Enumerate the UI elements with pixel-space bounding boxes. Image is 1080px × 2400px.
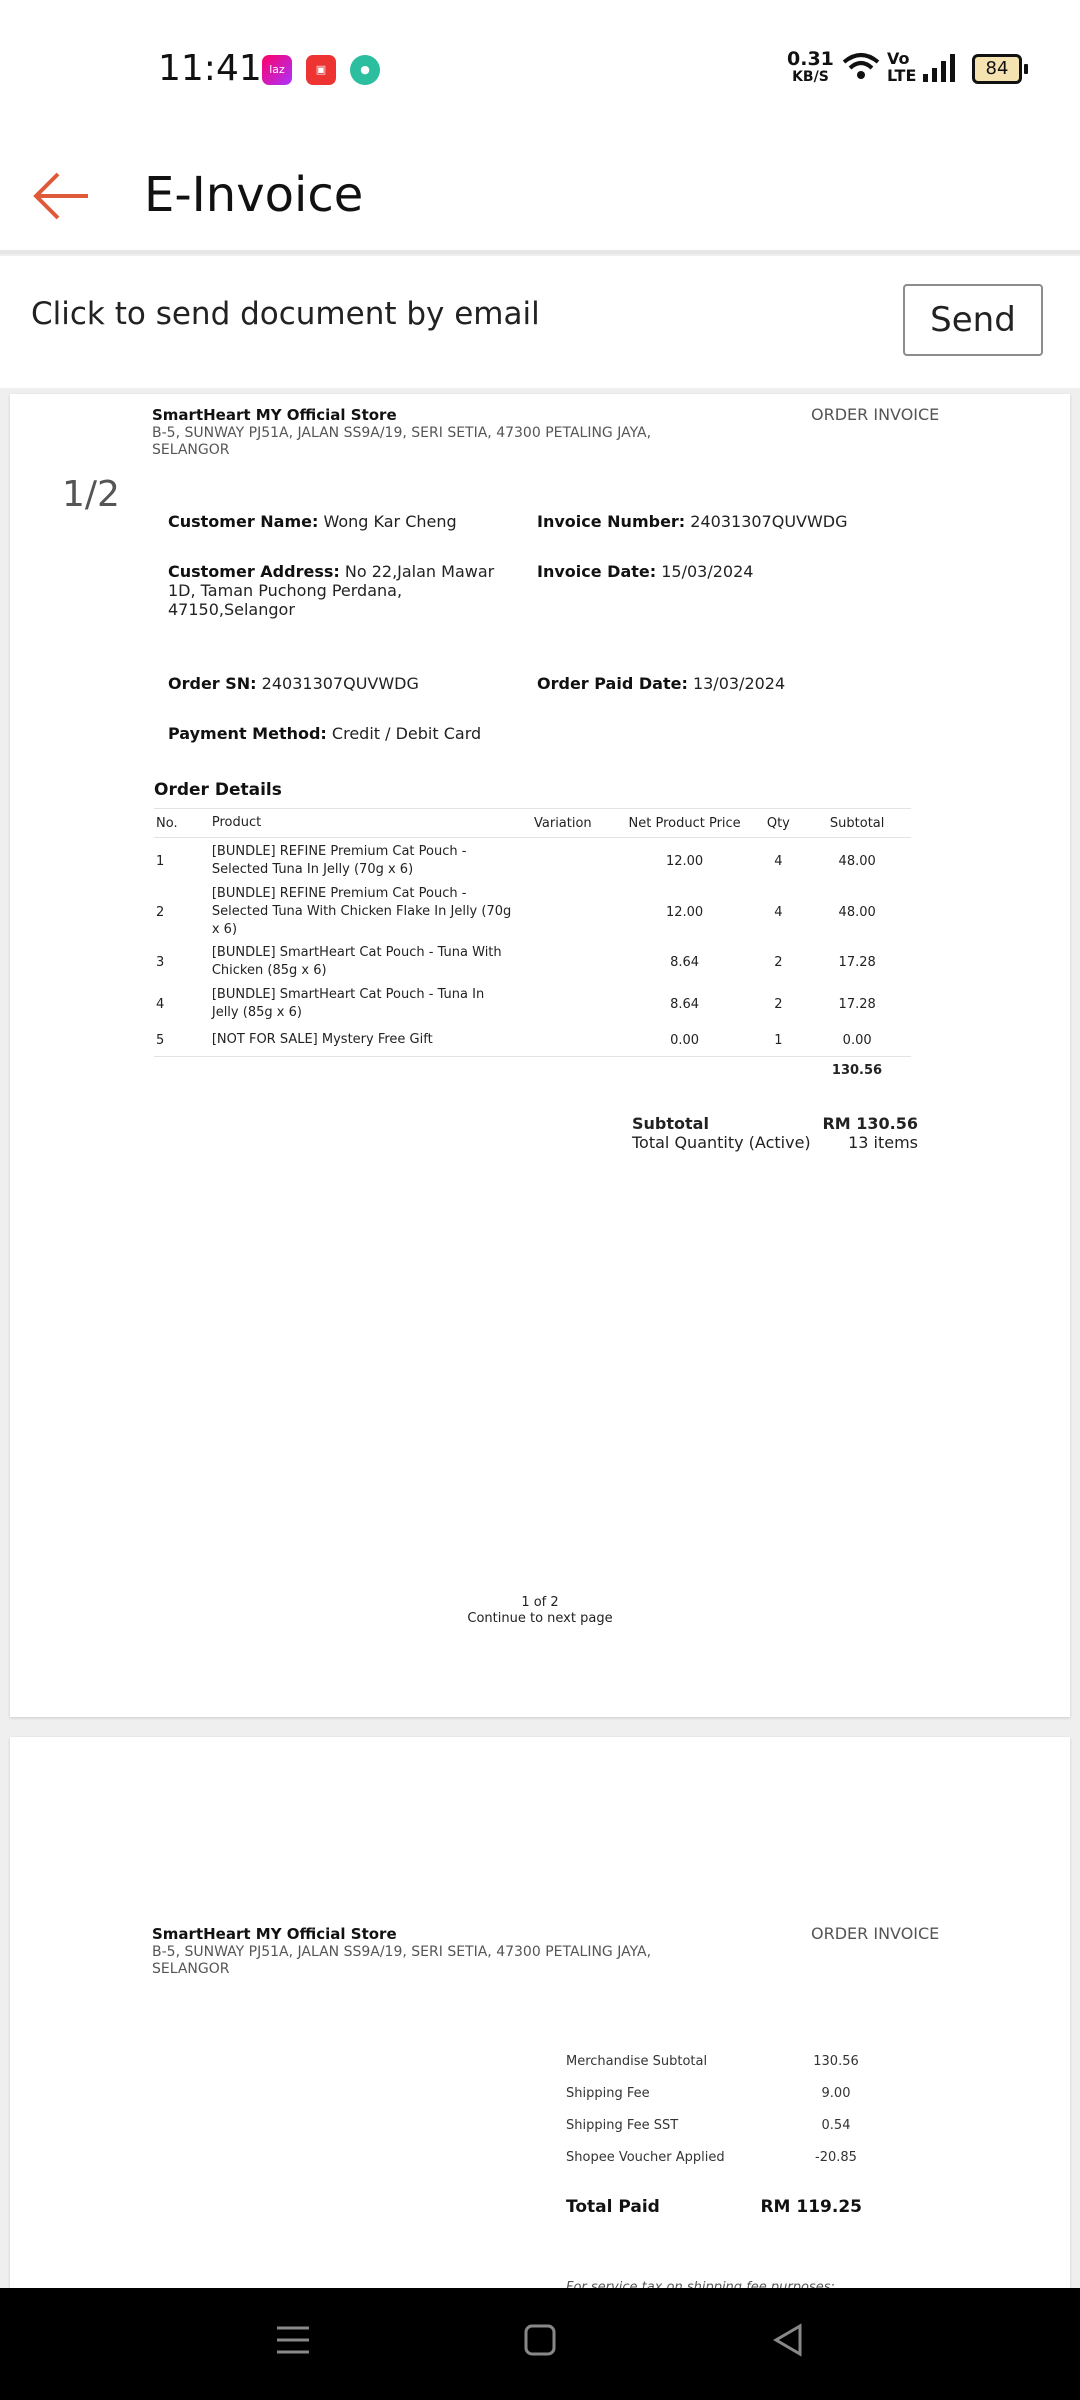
- row-product: [212, 885, 534, 939]
- row-subtotal: 17.28: [838, 996, 876, 1012]
- total-paid-row: [566, 2197, 886, 2217]
- charge-row: [566, 2109, 886, 2141]
- charges-table: [566, 2045, 886, 2173]
- row-product-line-3: x 6): [211, 922, 238, 937]
- total-quantity-row: [632, 1133, 918, 1152]
- customer-address-line-1: No 22,Jalan Mawar: [344, 562, 495, 581]
- row-product-line-1: [NOT FOR SALE] Mystery Free Gift: [211, 1032, 433, 1047]
- row-subtotal: 48.00: [838, 904, 876, 920]
- total-quantity-label: Total Quantity (Active): [632, 1133, 811, 1152]
- row-price: 12.00: [665, 853, 704, 869]
- table-row: [154, 838, 911, 884]
- row-qty: 4: [774, 904, 783, 920]
- col-no: No.: [156, 815, 178, 831]
- network-speed-value: 0.31: [787, 48, 834, 70]
- row-product-line-1: [BUNDLE] REFINE Premium Cat Pouch -: [211, 886, 467, 901]
- table-total-row: [154, 1056, 911, 1087]
- volte-top: Vo: [887, 49, 910, 68]
- row-no: 2: [156, 904, 165, 920]
- col-subtotal: Subtotal: [829, 815, 885, 831]
- row-product-line-2: Chicken (85g x 6): [211, 963, 327, 978]
- volte-indicator: [887, 50, 916, 84]
- row-subtotal: 17.28: [838, 954, 876, 970]
- recent-apps-icon[interactable]: [275, 2322, 311, 2358]
- lazada-icon: laz: [262, 55, 292, 85]
- charge-row: [566, 2045, 886, 2077]
- charge-row: [566, 2141, 886, 2173]
- network-speed-unit: KB/S: [792, 69, 829, 85]
- row-qty: 4: [774, 853, 783, 869]
- page-footer-note: Continue to next page: [467, 1611, 613, 1626]
- row-product-line-1: [BUNDLE] SmartHeart Cat Pouch - Tuna With: [211, 945, 502, 960]
- page-title: E-Invoice: [144, 167, 364, 223]
- arrow-left-icon[interactable]: [30, 164, 94, 228]
- row-no: 1: [156, 853, 165, 869]
- order-sn-field: [168, 674, 419, 693]
- total-paid-label: Total Paid: [566, 2197, 660, 2217]
- send-button[interactable]: Send: [903, 284, 1043, 356]
- col-qty: Qty: [766, 815, 790, 831]
- invoice-date-field: [537, 562, 753, 581]
- store-name: SmartHeart MY Official Store: [152, 1925, 397, 1943]
- back-nav-icon[interactable]: [770, 2322, 806, 2358]
- invoice-page-1[interactable]: [10, 394, 1070, 1717]
- order-details-title: Order Details: [154, 780, 282, 800]
- invoice-date-label: Invoice Date:: [537, 562, 657, 581]
- customer-name-field: [168, 512, 457, 531]
- payment-method-value: Credit / Debit Card: [331, 724, 482, 743]
- customer-address-line-2: 1D, Taman Puchong Perdana,: [168, 581, 403, 600]
- customer-address-line-3: 47150,Selangor: [168, 600, 295, 619]
- order-sn-value: 24031307QUVWDG: [261, 674, 419, 693]
- invoice-number-value: 24031307QUVWDG: [690, 512, 848, 531]
- subtotal-label: Subtotal: [632, 1114, 709, 1133]
- total-paid-value: RM 119.25: [760, 2197, 862, 2217]
- charge-label: Shipping Fee: [566, 2085, 650, 2101]
- table-total: 130.56: [831, 1063, 883, 1078]
- row-price: 8.64: [670, 996, 700, 1012]
- table-row: [154, 984, 911, 1024]
- charge-value: 130.56: [813, 2053, 859, 2069]
- invoice-number-label: Invoice Number:: [537, 512, 686, 531]
- charge-value: 0.54: [821, 2117, 851, 2133]
- charge-label: Merchandise Subtotal: [566, 2053, 708, 2069]
- row-qty: 1: [774, 1032, 783, 1048]
- row-product-line-2: Selected Tuna With Chicken Flake In Jelly (70g: [211, 904, 512, 919]
- row-qty: 2: [774, 954, 783, 970]
- invoice-number-field: [537, 512, 848, 531]
- row-no: 4: [156, 996, 165, 1012]
- order-table: [154, 808, 911, 1087]
- col-product: Product: [211, 815, 262, 830]
- signal-icon: [923, 54, 959, 82]
- wifi-icon: [842, 52, 880, 82]
- status-time: 11:41: [158, 48, 262, 89]
- send-prompt: Click to send document by email: [31, 296, 540, 332]
- customer-address-field: [168, 562, 508, 619]
- charge-value: -20.85: [815, 2149, 857, 2165]
- payment-method-label: Payment Method:: [168, 724, 327, 743]
- subtotal-value: RM 130.56: [822, 1114, 918, 1133]
- send-email-bar: [0, 256, 1080, 388]
- row-price: 8.64: [670, 954, 700, 970]
- doc-type-label: ORDER INVOICE: [811, 405, 940, 424]
- row-subtotal: 48.00: [838, 853, 876, 869]
- col-price: Net Product Price: [628, 815, 741, 831]
- order-sn-label: Order SN:: [168, 674, 257, 693]
- row-product: [212, 986, 534, 1022]
- battery-icon: 84: [972, 54, 1022, 84]
- row-no: 5: [156, 1032, 165, 1048]
- payment-method-field: [168, 724, 481, 743]
- charge-label: Shopee Voucher Applied: [566, 2149, 725, 2165]
- order-paid-date-label: Order Paid Date:: [537, 674, 688, 693]
- table-row: [154, 884, 911, 940]
- total-quantity-value: 13 items: [848, 1133, 918, 1152]
- order-paid-date-field: [537, 674, 785, 693]
- shopping-bag-icon: ▣: [306, 55, 336, 85]
- system-nav-bar: [0, 2288, 1080, 2400]
- app-bar: [0, 140, 1080, 254]
- doc-type-label: ORDER INVOICE: [811, 1924, 940, 1943]
- subtotal-summary: [632, 1114, 918, 1152]
- row-product-line-1: [BUNDLE] SmartHeart Cat Pouch - Tuna In: [211, 987, 485, 1002]
- row-product-line-1: [BUNDLE] REFINE Premium Cat Pouch -: [211, 844, 467, 859]
- table-row: [154, 1024, 911, 1056]
- page-footer: 1 of 2: [521, 1595, 559, 1610]
- subtotal-row: [632, 1114, 918, 1133]
- row-price: 0.00: [670, 1032, 700, 1048]
- chat-bubble-icon: ●: [350, 55, 380, 85]
- charge-value: 9.00: [821, 2085, 851, 2101]
- volte-bottom: LTE: [887, 66, 917, 85]
- store-address: B-5, SUNWAY PJ51A, JALAN SS9A/19, SERI SETIA, 47300 PETALING JAYA, SELANGOR: [152, 425, 652, 458]
- home-icon[interactable]: [522, 2322, 558, 2358]
- status-bar: [0, 0, 1080, 140]
- customer-name-label: Customer Name:: [168, 512, 319, 531]
- charge-label: Shipping Fee SST: [566, 2117, 679, 2133]
- row-product-line-2: Selected Tuna In Jelly (70g x 6): [211, 862, 414, 877]
- row-product-line-2: Jelly (85g x 6): [211, 1005, 302, 1020]
- row-product: [212, 1031, 534, 1049]
- row-product: [212, 944, 534, 980]
- invoice-page-2[interactable]: [10, 1737, 1070, 2297]
- customer-address-label: Customer Address:: [168, 562, 340, 581]
- table-header: [154, 809, 911, 838]
- invoice-date-value: 15/03/2024: [661, 562, 754, 581]
- row-no: 3: [156, 954, 165, 970]
- charge-row: [566, 2077, 886, 2109]
- row-product: [212, 843, 534, 879]
- page-indicator: 1/2: [62, 474, 120, 515]
- order-paid-date-value: 13/03/2024: [692, 674, 786, 693]
- customer-name-value: Wong Kar Cheng: [323, 512, 457, 531]
- store-name: SmartHeart MY Official Store: [152, 406, 397, 424]
- network-speed: [787, 50, 834, 86]
- row-price: 12.00: [665, 904, 704, 920]
- col-variation: Variation: [534, 815, 592, 831]
- row-qty: 2: [774, 996, 783, 1012]
- table-row: [154, 940, 911, 984]
- store-address: B-5, SUNWAY PJ51A, JALAN SS9A/19, SERI SETIA, 47300 PETALING JAYA, SELANGOR: [152, 1944, 652, 1977]
- row-subtotal: 0.00: [842, 1032, 872, 1048]
